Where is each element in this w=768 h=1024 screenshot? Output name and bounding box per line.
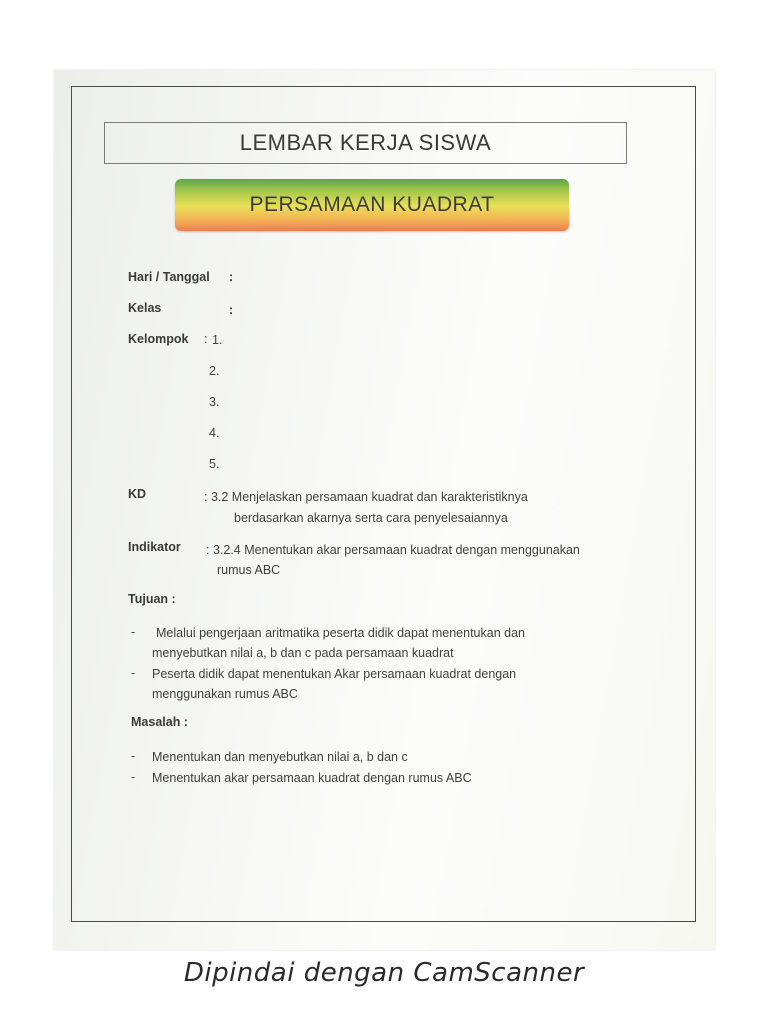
topic-banner: PERSAMAAN KUADRAT: [175, 179, 569, 231]
kd-label: KD: [128, 487, 147, 501]
indikator-label: Indikator: [128, 540, 181, 554]
kelas-colon: :: [229, 303, 234, 317]
kd-line-1: : 3.2 Menjelaskan persamaan kuadrat dan karakteristiknya: [204, 490, 528, 504]
masalah-bullet-1: -: [131, 749, 136, 763]
kelompok-item-2: 2.: [209, 364, 220, 378]
kelompok-label: Kelompok: [128, 332, 189, 346]
kelompok-item-1: 1.: [212, 333, 223, 347]
worksheet-title: LEMBAR KERJA SISWA: [104, 122, 627, 164]
tujuan-item-1-line-1: Melalui pengerjaan aritmatika peserta didik dapat menentukan dan: [156, 626, 525, 640]
masalah-item-1: Menentukan dan menyebutkan nilai a, b dan c: [152, 750, 408, 764]
hari-tanggal-label: Hari / Tanggal: [128, 270, 210, 284]
kelompok-item-3: 3.: [209, 395, 220, 409]
kelompok-item-4: 4.: [209, 426, 220, 440]
camscanner-watermark: Dipindai dengan CamScanner: [183, 958, 585, 988]
tujuan-bullet-1: -: [131, 625, 136, 639]
tujuan-bullet-2: -: [131, 666, 136, 680]
kd-line-2: berdasarkan akarnya serta cara penyelesaiannya: [234, 511, 508, 525]
kelompok-colon: :: [204, 332, 208, 346]
indikator-line-1: : 3.2.4 Menentukan akar persamaan kuadrat dengan menggunakan: [206, 543, 580, 557]
kelompok-item-5: 5.: [209, 457, 220, 471]
kelas-label: Kelas: [128, 301, 162, 315]
masalah-label: Masalah :: [131, 715, 188, 729]
tujuan-label: Tujuan :: [128, 592, 176, 606]
tujuan-item-1-line-2: menyebutkan nilai a, b dan c pada persamaan kuadrat: [152, 646, 454, 660]
hari-tanggal-colon: :: [229, 270, 234, 284]
tujuan-item-2-line-2: menggunakan rumus ABC: [152, 687, 298, 701]
tujuan-item-2-line-1: Peserta didik dapat menentukan Akar persamaan kuadrat dengan: [152, 667, 517, 681]
indikator-line-2: rumus ABC: [217, 563, 281, 577]
masalah-item-2: Menentukan akar persamaan kuadrat dengan rumus ABC: [152, 771, 472, 785]
masalah-bullet-2: -: [131, 770, 136, 784]
scanned-page: [54, 70, 715, 950]
